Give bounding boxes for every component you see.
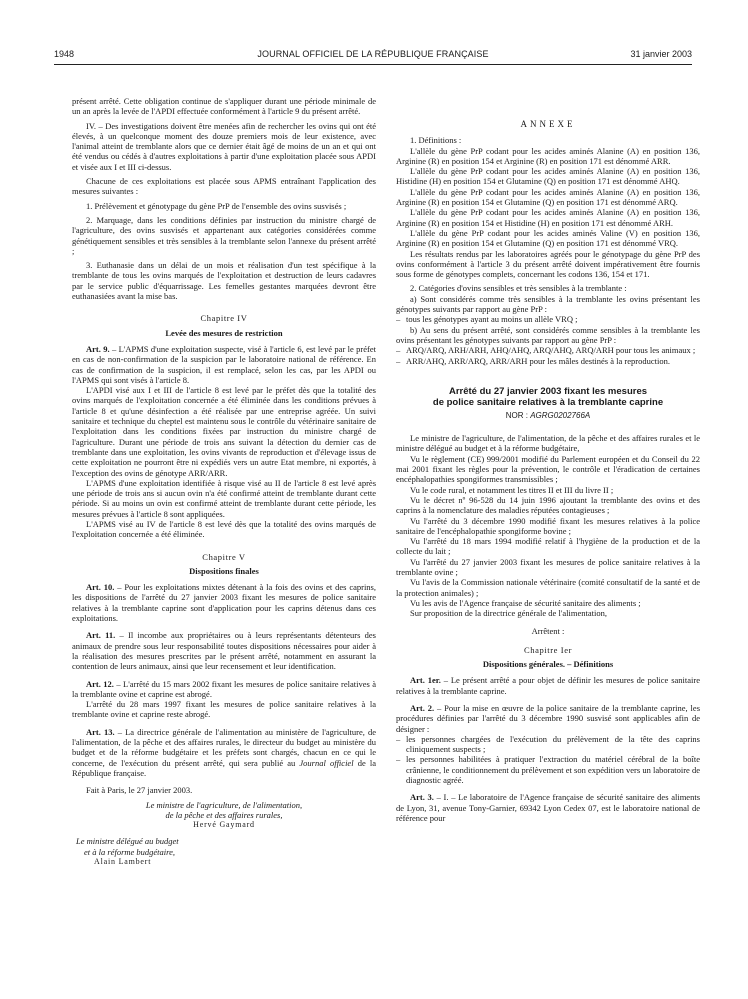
article-1: Art. 1er. – Le présent arrêté a pour objet de définir les mesures de police sanitaire relatives à la tremblante caprine. — [396, 675, 700, 696]
nor-reference: NOR : AGRG0202766A — [505, 410, 591, 420]
running-header — [54, 49, 692, 63]
enacting-formula: Arrêtent : — [531, 626, 565, 637]
article-9: Art. 9. – L'APMS d'une exploitation suspecte, visé à l'article 6, est levé par le préfet en cas de non-confirmation de la suspicion par le laboratoire national de référence. En cas de confirmation de la suspicion, il est remplacé, selon les cas, par les APDI ou l'APMS qui sont visés à l'article 8. — [72, 343, 376, 385]
article-label: Art. 13. — [86, 726, 115, 737]
article-label: Art. 10. — [86, 582, 115, 593]
signatory-name: Alain Lambert — [94, 857, 152, 866]
paragraph: Vu le règlement (CE) 999/2001 modifié du Parlement européen et du Conseil du 22 mai 2001 fixant les règles pour la prévention, le contrôle et l'éradication de certaines encéphalopathies spongiformes transmissibles ; — [396, 453, 700, 485]
chapter-title: Levée des mesures de restriction — [165, 327, 283, 338]
paragraph: Vu l'arrêté du 18 mars 1994 modifié relatif à l'hygiène de la production et de la collecte du lait ; — [396, 536, 700, 557]
paragraph: Le ministre de l'agriculture, de l'alimentation, de la pêche et des affaires rurales et le ministre délégué au budget et à la réforme budgétaire, — [396, 433, 700, 454]
paragraph: 2. Marquage, dans les conditions définies par instruction du ministre chargé de l'agriculture, des ovins susvisés et appartenant aux catégories considérées comme génétiquement sensibles et très sensibles à la tremblante selon l'annexe du présent arrêté ; — [72, 214, 376, 256]
article-12: Art. 12. – L'arrêté du 15 mars 2002 fixant les mesures de police sanitaire relatives à la tremblante ovine et caprine est abrogé. — [72, 678, 376, 699]
chapter-heading: Chapitre Ier — [523, 644, 573, 655]
chapter-heading: Chapitre V — [202, 551, 246, 562]
paragraph: L'allèle du gène PrP codant pour les acides aminés Alanine (A) en position 136, Arginine (R) en position 154 et Glutamine (Q) en position 171 est dénommé ARQ. — [396, 186, 700, 208]
paragraph: b) Au sens du présent arrêté, sont considérés comme sensibles à la tremblante les ovins présentant les génotypes suivants par rapport au gène PrP : — [396, 324, 700, 345]
list-item: – tous les génotypes ayant au moins un allèle VRQ ; — [396, 314, 578, 325]
paragraph: Sur proposition de la directrice générale de l'alimentation, — [410, 608, 607, 619]
paragraph: L'allèle du gène PrP codant pour les acides aminés Alanine (A) en position 136, Histidine (H) en position 154 et Glutamine (Q) en position 171 est dénommé AHQ. — [396, 166, 700, 187]
paragraph: L'APMS d'une exploitation identifiée à risque visé au II de l'article 8 est levé après une période de trois ans si aucun ovin n'a été confirmé atteint de tremblante durant cette période. Si au moins un ovin est confirmé atteint de tremblante durant cette période, les mesures prévues à l'article 8 sont appliquées. — [72, 477, 376, 519]
paragraph: L'allèle du gène PrP codant pour les acides aminés Alanine (A) en position 136, Arginine (R) en position 154 et Arginine (R) en position 171 est dénommé ARR. — [396, 145, 700, 166]
paragraph: a) Sont considérés comme très sensibles à la tremblante les ovins présentant les génotypes suivants par rapport au gène PrP : — [396, 293, 700, 315]
right-column — [396, 119, 700, 999]
paragraph: L'allèle du gène PrP codant pour les acides aminés Valine (V) en position 136, Arginine (R) en position 154 et Glutamine (Q) en position 171 est dénommé VRQ. — [396, 227, 700, 249]
article-11: Art. 11. – Il incombe aux propriétaires ou à leurs représentants détenteurs des animaux de prendre sous leur responsabilité toutes dispositions nécessaires pour aider à la réalisation des mesures prescrites par le présent arrêté, notamment en assurant la contention de leurs animaux, ainsi que leur recensement et leur identification. — [72, 630, 376, 672]
paragraph: 1. Définitions : — [410, 135, 462, 146]
paragraph: présent arrêté. Cette obligation continue de s'appliquer durant une période minimale de un an après la levée de l'APDI effectuée conformément à l'article 9 du présent arrêté. — [72, 96, 376, 117]
list-item: – ARR/AHQ, ARR/ARQ, ARR/ARH pour les mâles destinés à la reproduction. — [396, 355, 670, 366]
article-label: Art. 1er. — [410, 675, 441, 686]
signature-minister-agriculture: Le ministre de l'agriculture, de l'alimentation, de la pêche et des affaires rurales, Hervé Gaymard — [72, 800, 376, 831]
chapter-heading: Chapitre IV — [200, 313, 248, 324]
left-column — [72, 96, 376, 976]
paragraph: L'arrêté du 28 mars 1997 fixant les mesures de police sanitaire relatives à la tremblante ovine et caprine reste abrogé. — [72, 699, 376, 720]
paragraph: L'allèle du gène PrP codant pour les acides aminés Alanine (A) en position 136, Arginine (R) en position 154 et Histidine (H) en position 171 est dénommé ARH. — [396, 207, 700, 228]
article-label: Art. 3. — [410, 792, 434, 803]
article-2: Art. 2. – Pour la mise en œuvre de la police sanitaire de la tremblante caprine, les procédures définies par l'arrêté du 3 décembre 1990 susvisé sont applicables afin de désigner : — [396, 702, 700, 734]
article-label: Art. 2. — [410, 702, 435, 713]
paragraph: Chacune de ces exploitations est placée sous APMS entraînant l'application des mesures suivantes : — [72, 176, 376, 197]
genotype-list-a — [396, 314, 700, 324]
paragraph: Vu l'avis de la Commission nationale vétérinaire (comité consultatif de la santé et de la protection animales) ; — [396, 577, 700, 598]
paragraph: 2. Catégories d'ovins sensibles et très sensibles à la tremblante : — [410, 283, 627, 294]
journal-title: JOURNAL OFFICIEL DE LA RÉPUBLIQUE FRANÇAISE — [257, 49, 489, 59]
paragraph: Vu le décret nº 96-528 du 14 juin 1996 ajoutant la tremblante des ovins et des caprins à la nomenclature des maladies réputées contagieuses ; — [396, 494, 700, 516]
decree-title: Arrêté du 27 janvier 2003 fixant les mesures de police sanitaire relatives à la tremblante caprine — [432, 385, 664, 409]
paragraph: Vu l'arrêté du 27 janvier 2003 fixant les mesures de police sanitaire relatives à la tremblante ovine ; — [396, 556, 700, 577]
article-3: Art. 3. – I. – Le laboratoire de l'Agence française de sécurité sanitaire des aliments de Lyon, 31, avenue Tony-Garnier, 69342 Lyon Cedex 07, est le laboratoire national de référence pour — [396, 792, 700, 823]
paragraph: IV. – Des investigations doivent être menées afin de rechercher les ovins qui ont été élevés, à un quelconque moment des douze premiers mois de leur existence, avec l'animal atteint de tremblante alors que ce dernier était âgé de moins de un an et qui ont été vendus ou cédés à d'autres exploitations à partir d'une exploitation placée sous APDI et visée aux I et III ci-dessus. — [72, 120, 376, 172]
article-label: Art. 12. — [86, 678, 114, 689]
signature-minister-budget: Le ministre délégué au budget et à la réforme budgétaire, Alain Lambert — [72, 836, 376, 867]
paragraph: Vu l'arrêté du 3 décembre 1990 modifié fixant les mesures relatives à la police sanitaire de l'encéphalopathie spongiforme bovine ; — [396, 515, 700, 536]
paragraph: Les résultats rendus par les laboratoires agréés pour le génotypage du gène PrP des ovins conformément à l'article 3 du présent arrêté doivent impérativement être fournis sous forme de génotypes complets, concernant les codons 136, 154 et 171. — [396, 248, 700, 280]
page-number: 1948 — [54, 49, 75, 59]
list-item: – les personnes habilitées à pratiquer l'extraction du matériel cérébral de la boîte crânienne, le conditionnement du prélèvement et son expédition vers un laboratoire de diagnostic agréé. — [396, 754, 700, 786]
signatory-name: Hervé Gaymard — [193, 820, 255, 830]
issue-date: 31 janvier 2003 — [630, 49, 692, 59]
designation-list — [396, 734, 700, 785]
list-item: – les personnes chargées de l'exécution du prélèvement de la tête des caprins cliniquement suspects ; — [396, 733, 700, 755]
chapter-title: Dispositions générales. – Définitions — [482, 659, 614, 670]
header-rule — [54, 64, 692, 65]
paragraph: 3. Euthanasie dans un délai de un mois et réalisation d'un test spécifique à la tremblante de tous les ovins marqués de l'exploitation et destruction de leurs cadavres par le service public d'équarrissage. Les femelles gestantes marquées devront être euthanasiées avant la mise bas. — [72, 260, 376, 302]
article-10: Art. 10. – Pour les exploitations mixtes détenant à la fois des ovins et des caprins, les dispositions de l'arrêté du 27 janvier 2003 fixant les mesures de police sanitaire relatives à la tremblante caprine sont d'application pour les caprins détenus dans ces exploitations. — [72, 582, 376, 624]
journal-reference: Journal officiel — [299, 757, 354, 768]
list-item: – ARQ/ARQ, ARH/ARH, AHQ/AHQ, ARQ/AHQ, ARQ/ARH pour tous les animaux ; — [396, 345, 696, 356]
paragraph: Vu le code rural, et notamment les titres II et III du livre II ; — [410, 484, 614, 495]
article-13: Art. 13. – La directrice générale de l'alimentation au ministère de l'agriculture, de l'alimentation, de la pêche et des affaires rurales, le directeur du budget au ministère du budget et de la réforme budgétaire et les préfets sont chargés, chacun en ce qui le concerne, de l'exécution du présent arrêté, qui sera publié au Journal officiel de la République française. — [72, 726, 376, 778]
article-label: Art. 11. — [86, 630, 116, 641]
chapter-title: Dispositions finales — [189, 565, 259, 576]
article-label: Art. 9. — [86, 343, 110, 354]
signature-date: Fait à Paris, le 27 janvier 2003. — [86, 785, 193, 796]
annex-heading: ANNEXE — [520, 119, 576, 129]
paragraph: L'APMS visé au IV de l'article 8 est levé dès que la totalité des ovins marqués de l'exploitation concernée a été éliminée. — [72, 518, 376, 540]
genotype-list-b — [396, 345, 700, 366]
paragraph: 1. Prélèvement et génotypage du gène PrP de l'ensemble des ovins susvisés ; — [86, 200, 347, 211]
paragraph: Vu les avis de l'Agence française de sécurité sanitaire des aliments ; — [410, 597, 641, 608]
paragraph: L'APDI visé aux I et III de l'article 8 est levé par le préfet dès que la totalité des ovins marqués de l'exploitation concernée a été éliminée dans les conditions prévues à l'article 8 et qu'une désinfection a été réalisée par une entreprise agréée. Un suivi sanitaire et technique du cheptel est maintenu sous le contrôle du vétérinaire sanitaire de l'exploitation dans les conditions fixées par instruction du ministre chargé de l'agriculture. Durant une période de trois ans suivant la détection du dernier cas de tremblante dans une exploitation, les ovins vivants de reproduction et d'élevage issus de cette exploitation ne pourront être ni expédiés vers un autre Etat membre, ni exportés, à l'exception des ovins de génotype ARR/ARR. — [72, 385, 376, 478]
